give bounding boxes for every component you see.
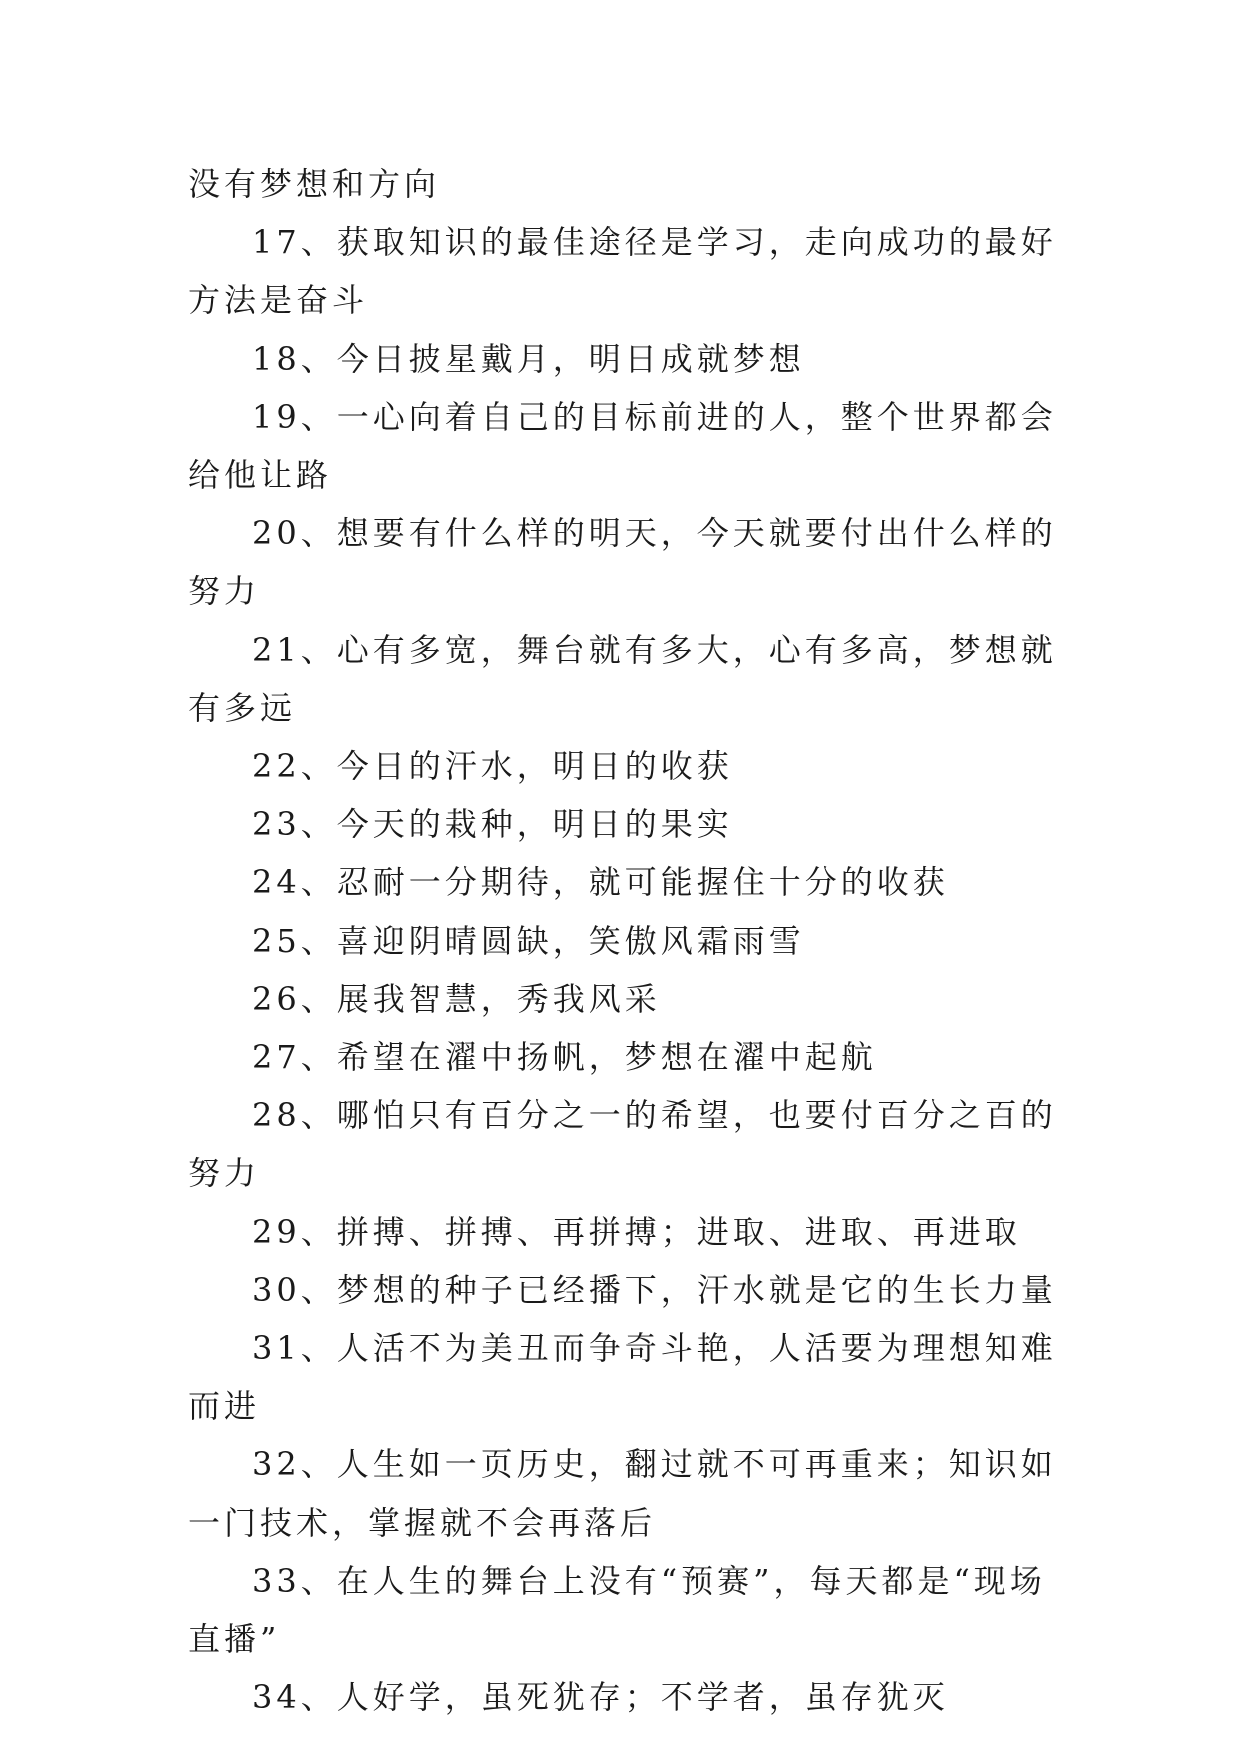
- paragraph: 21、心有多宽，舞台就有多大，心有多高，梦想就有多远: [188, 630, 1057, 727]
- paragraph: 28、哪怕只有百分之一的希望，也要付百分之百的努力: [188, 1096, 1057, 1193]
- paragraph: 27、希望在濯中扬帆，梦想在濯中起航: [252, 1038, 877, 1077]
- paragraph: 33、在人生的舞台上没有“预赛”，每天都是“现场直播”: [188, 1561, 1046, 1659]
- paragraph: 26、展我智慧，秀我风采: [252, 979, 661, 1018]
- document-body: [188, 155, 1058, 1726]
- paragraph: 23、今天的栽种，明日的果实: [252, 805, 733, 844]
- paragraph: 31、人活不为美丑而争奇斗艳，人活要为理想知难而进: [188, 1329, 1057, 1426]
- paragraph: 18、今日披星戴月，明日成就梦想: [252, 339, 805, 378]
- paragraph: 17、获取知识的最佳途径是学习，走向成功的最好方法是奋斗: [188, 223, 1057, 320]
- paragraph: 22、今日的汗水，明日的收获: [252, 747, 733, 786]
- paragraph: 25、喜迎阴晴圆缺，笑傲风霜雨雪: [252, 921, 805, 960]
- paragraph: 20、想要有什么样的明天，今天就要付出什么样的努力: [188, 514, 1057, 611]
- paragraph: 29、拼搏、拼搏、再拼搏；进取、进取、再进取: [252, 1212, 1021, 1251]
- paragraph: 34、人好学，虽死犹存；不学者，虽存犹灭: [252, 1678, 949, 1717]
- paragraph: 24、忍耐一分期待，就可能握住十分的收获: [252, 863, 949, 902]
- paragraph: 没有梦想和方向: [188, 165, 441, 203]
- paragraph: 19、一心向着自己的目标前进的人，整个世界都会给他让路: [188, 397, 1057, 495]
- paragraph: 30、梦想的种子已经播下，汗水就是它的生长力量: [252, 1270, 1057, 1309]
- paragraph: 32、人生如一页历史，翻过就不可再重来；知识如一门技术，掌握就不会再落后: [188, 1445, 1057, 1542]
